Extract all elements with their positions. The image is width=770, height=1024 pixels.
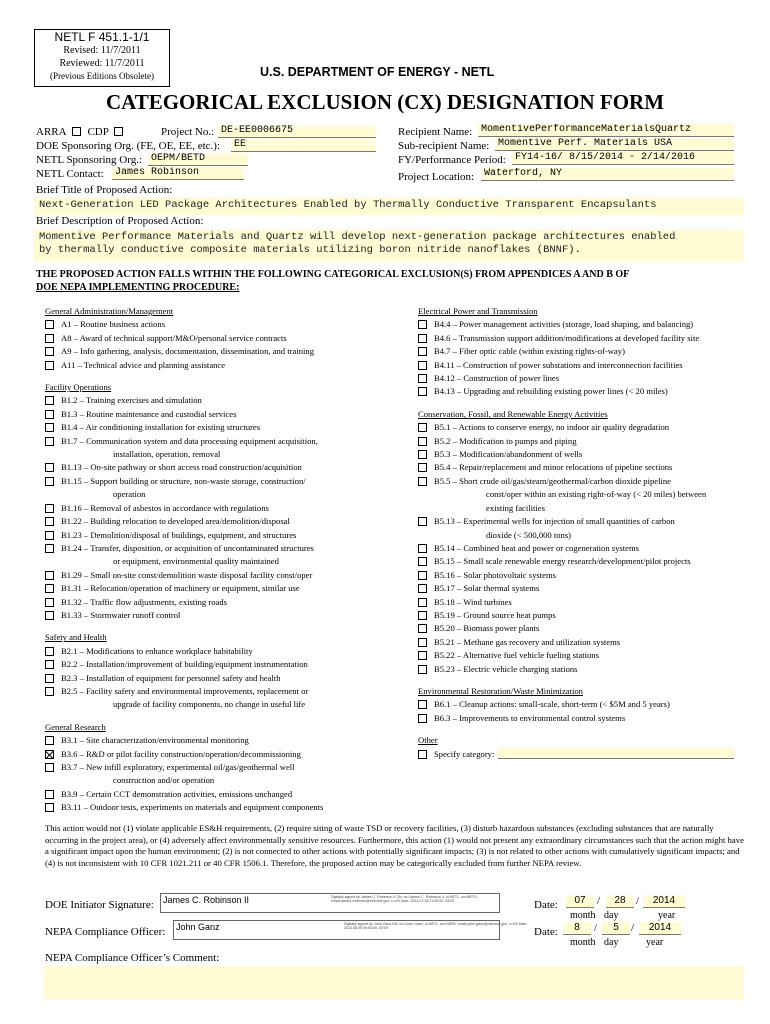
exclusion-checkbox[interactable] xyxy=(418,750,427,759)
exclusion-item xyxy=(45,345,415,358)
exclusion-text: B5.13 – Experimental wells for injection of small quantities of carbon xyxy=(434,516,675,527)
exclusion-text: B1.7 – Communication system and data processing equipment acquisition, xyxy=(61,435,318,446)
date1-month-caption: month xyxy=(570,910,596,921)
exclusion-checkbox[interactable] xyxy=(45,674,54,683)
group-heading: Safety and Health xyxy=(45,632,107,643)
exclusion-item xyxy=(418,461,750,474)
exclusion-text: B3.1 – Site characterization/environmental monitoring xyxy=(61,735,249,746)
arra-row xyxy=(36,125,123,139)
exclusion-item xyxy=(418,318,750,331)
netl-contact-label: NETL Contact: xyxy=(36,168,104,180)
exclusion-checkbox[interactable] xyxy=(418,714,427,723)
exclusion-text: B4.6 – Transmission support addition/modifications at developed facility site xyxy=(434,332,700,343)
exclusion-item xyxy=(45,421,415,434)
exclusion-text: B1.13 – On-site pathway or short access road construction/acquisition xyxy=(61,462,302,473)
exclusion-checkbox[interactable] xyxy=(418,544,427,553)
cdp-checkbox[interactable] xyxy=(114,127,123,136)
exclusion-item xyxy=(45,672,415,685)
exclusion-text: B5.14 – Combined heat and power or cogeneration systems xyxy=(434,542,640,553)
brief-title-label: Brief Title of Proposed Action: xyxy=(36,184,173,196)
exclusion-item xyxy=(418,698,750,711)
exclusion-text: B1.24 – Transfer, disposition, or acquisition of uncontaminated structures xyxy=(61,542,314,553)
date1-slash-2: / xyxy=(636,895,640,907)
date2-year[interactable]: 2014 xyxy=(639,922,681,935)
exclusion-item xyxy=(418,515,750,542)
exclusion-text: B1.4 – Air conditioning installation for existing structures xyxy=(61,422,261,433)
initiator-signature-box[interactable] xyxy=(160,893,500,913)
exclusion-item xyxy=(418,649,750,662)
exclusion-checkbox[interactable] xyxy=(45,598,54,607)
fy-field[interactable]: FY14-16/ 8/15/2014 - 2/14/2016 xyxy=(512,152,734,165)
exclusion-text: A1 – Routine business actions xyxy=(61,319,166,330)
exclusion-checkbox[interactable] xyxy=(418,423,427,432)
location-label: Project Location: xyxy=(398,171,475,183)
date1-day[interactable]: 28 xyxy=(606,895,634,908)
exclusion-item xyxy=(418,663,750,676)
left-exclusion-column xyxy=(45,305,415,815)
form-id-box xyxy=(34,29,170,87)
arra-label: ARRA xyxy=(36,126,66,138)
netl-contact-field[interactable]: James Robinson xyxy=(112,167,244,180)
exclusion-item xyxy=(45,435,415,462)
exclusion-text: B6.1 – Cleanup actions: small-scale, short-term (< $5M and 5 years) xyxy=(434,699,670,710)
exclusion-checkbox[interactable] xyxy=(418,517,427,526)
exclusion-text: B5.19 – Ground source heat pumps xyxy=(434,609,556,620)
exclusion-item xyxy=(418,712,750,725)
group-heading: Environmental Restoration/Waste Minimization xyxy=(418,685,583,696)
date1-month[interactable]: 07 xyxy=(566,895,594,908)
exclusion-checkbox[interactable] xyxy=(45,763,54,772)
revised-date: Revised: 11/7/2011 xyxy=(63,45,141,56)
date2-year-caption: year xyxy=(646,937,664,948)
exclusion-item xyxy=(418,636,750,649)
section-heading-line-1: THE PROPOSED ACTION FALLS WITHIN THE FOLLOWING CATEGORICAL EXCLUSION(S) FROM APPENDICES A AND B OF xyxy=(36,269,630,280)
recipient-field[interactable]: MomentivePerformanceMaterialsQuartz xyxy=(478,124,734,137)
exclusion-text: B4.7 – Fiber optic cable (within existing rights-of-way) xyxy=(434,346,625,357)
recipient-label: Recipient Name: xyxy=(398,126,473,138)
obsolete-note: (Previous Editions Obsolete) xyxy=(50,71,154,81)
exclusion-checkbox[interactable] xyxy=(418,347,427,356)
exclusion-text: B5.16 – Solar photovoltaic systems xyxy=(434,569,556,580)
exclusion-item xyxy=(45,408,415,421)
exclusion-checkbox[interactable] xyxy=(45,334,54,343)
doe-org-label: DOE Sponsoring Org. (FE, OE, EE, etc.): xyxy=(36,140,221,152)
exclusion-text: B5.15 – Small scale renewable energy research/development/pilot projects xyxy=(434,556,691,567)
exclusion-item xyxy=(418,385,750,398)
exclusion-checkbox[interactable] xyxy=(418,611,427,620)
date2-slash-1: / xyxy=(594,922,598,934)
exclusion-text: B1.3 – Routine maintenance and custodial services xyxy=(61,408,237,419)
exclusion-checkbox[interactable] xyxy=(418,374,427,383)
exclusion-item xyxy=(45,569,415,582)
date1-year-caption: year xyxy=(658,910,676,921)
exclusion-checkbox[interactable] xyxy=(418,361,427,370)
exclusion-text: B1.33 – Stormwater runoff control xyxy=(61,609,181,620)
exclusion-text: B5.2 – Modification to pumps and piping xyxy=(434,435,577,446)
arra-checkbox[interactable] xyxy=(72,127,81,136)
exclusion-text: A11 – Technical advice and planning assistance xyxy=(61,359,226,370)
exclusion-text: B5.23 – Electric vehicle charging stations xyxy=(434,663,578,674)
project-no-label: Project No.: xyxy=(161,126,215,138)
exclusion-item xyxy=(45,596,415,609)
exclusion-text: B5.17 – Solar thermal systems xyxy=(434,583,540,594)
form-title: CATEGORICAL EXCLUSION (CX) DESIGNATION FORM xyxy=(105,90,665,114)
exclusion-item xyxy=(45,609,415,622)
exclusion-text: B5.3 – Modification/abandonment of wells xyxy=(434,449,583,460)
exclusion-checkbox[interactable] xyxy=(45,647,54,656)
fy-label: FY/Performance Period: xyxy=(398,154,506,166)
statement-paragraph: This action would not (1) violate applicable ES&H requirements, (2) require siting of waste TSD or recovery facilities, (3) disturb hazardous substances (excluding substances that are naturally occurring in the project area), or (4) adversely affect environmentally sensitive resources. Furthermore, this action (1) would not present any extraordinary circumstances such that the action might have a significant impact upon the human environment; (2) is not connected to other actions with potentially significant impacts; (3) is not related to other actions with cumulatively significant impacts; and (4) is not inconsistent with 10 CFR 1021.211 or 40 CFR 1506.1. Therefore, the proposed action may be categorically excluded from further NEPA review. xyxy=(45,823,744,868)
exclusion-item xyxy=(418,372,750,385)
section-heading-line-2: DOE NEPA IMPLEMENTING PROCEDURE: xyxy=(36,282,240,293)
exclusion-item xyxy=(418,609,750,622)
exclusion-text: B5.1 – Actions to conserve energy, no indoor air quality degradation xyxy=(434,422,670,433)
exclusion-text: B5.21 – Methane gas recovery and utilization systems xyxy=(434,636,621,647)
exclusion-item xyxy=(45,515,415,528)
exclusion-checkbox[interactable] xyxy=(45,531,54,540)
exclusion-text: B4.13 – Upgrading and rebuilding existing power lines (< 20 miles) xyxy=(434,386,668,397)
exclusion-text: B1.29 – Small on-site const/demolition waste disposal facility const/oper xyxy=(61,569,313,580)
exclusion-text: B5.4 – Repair/replacement and minor relocations of pipeline sections xyxy=(434,462,673,473)
exclusion-item xyxy=(45,475,415,502)
exclusion-checkbox[interactable] xyxy=(418,387,427,396)
exclusion-checkbox[interactable] xyxy=(418,571,427,580)
exclusion-item xyxy=(418,622,750,635)
brief-desc-line-2: by thermally conductive composite materials utilizing boron nitride nanoflakes (BNNF). xyxy=(39,244,581,256)
exclusion-text: B3.7 – New infill exploratory, experimental oil/gas/geothermal well xyxy=(61,762,295,772)
exclusion-text: B3.9 – Certain CCT demonstration activities, emissions unchanged xyxy=(61,788,293,799)
exclusion-text: existing facilities xyxy=(486,502,545,513)
group-heading: General Administration/Management xyxy=(45,306,174,316)
exclusion-item xyxy=(45,685,415,712)
exclusion-text: B2.3 – Installation of equipment for personnel safety and health xyxy=(61,672,281,683)
exclusion-text: B1.15 – Support building or structure, non-waste storage, construction/ xyxy=(61,475,306,486)
group-heading: Facility Operations xyxy=(45,382,112,393)
exclusion-item xyxy=(45,788,415,801)
exclusion-checkbox[interactable] xyxy=(45,517,54,526)
initiator-digital-stamp: Digitally signed by James C. Robinson II DN: cn=James C. Robinson II, o=NETL, ou=BETD, email=james.robinson@netl.doe.gov, c=US Date: 2014.07.28 11:00:00 -04'00' xyxy=(331,895,478,904)
brief-title-field[interactable] xyxy=(34,197,744,215)
subrecipient-field[interactable]: Momentive Perf. Materials USA xyxy=(495,138,734,151)
exclusion-item xyxy=(418,569,750,582)
group-heading: General Research xyxy=(45,721,106,732)
exclusion-item xyxy=(418,475,750,515)
exclusion-item xyxy=(45,332,415,345)
exclusion-text: B1.2 – Training exercises and simulation xyxy=(61,395,202,406)
exclusion-checkbox[interactable] xyxy=(45,347,54,356)
exclusion-item xyxy=(45,645,415,658)
exclusion-item xyxy=(418,582,750,595)
exclusion-item xyxy=(418,596,750,609)
exclusion-text: B4.4 – Power management activities (storage, load shaping, and balancing) xyxy=(434,319,694,330)
exclusion-checkbox[interactable] xyxy=(45,396,54,405)
exclusion-item xyxy=(45,318,415,331)
exclusion-checkbox[interactable] xyxy=(45,790,54,799)
exclusion-checkbox[interactable] xyxy=(45,320,54,329)
exclusion-checkbox[interactable] xyxy=(418,584,427,593)
group-heading: Other xyxy=(418,735,438,746)
exclusion-checkbox[interactable] xyxy=(45,750,54,759)
exclusion-checkbox[interactable] xyxy=(45,504,54,513)
brief-title-text: Next-Generation LED Package Architectures Enabled by Thermally Conductive Transparent Encapsulants xyxy=(39,199,657,211)
exclusion-text: A8 – Award of technical support/M&O/personal service contracts xyxy=(61,332,287,343)
group-heading: Conservation, Fossil, and Renewable Energy Activities xyxy=(418,408,608,419)
exclusion-checkbox[interactable] xyxy=(45,611,54,620)
date2-month-caption: month xyxy=(570,937,596,948)
exclusion-text: B2.2 – Installation/improvement of building/equipment instrumentation xyxy=(61,659,308,670)
comment-label: NEPA Compliance Officer’s Comment: xyxy=(45,952,220,964)
exclusion-text: B2.1 – Modifications to enhance workplace habitability xyxy=(61,645,253,656)
officer-name: John Ganz xyxy=(176,922,220,932)
exclusion-checkbox[interactable] xyxy=(418,598,427,607)
right-exclusion-column xyxy=(418,305,750,761)
exclusion-checkbox[interactable] xyxy=(45,437,54,446)
exclusion-checkbox[interactable] xyxy=(45,571,54,580)
exclusion-text: B1.31 – Relocation/operation of machinery or equipment, similar use xyxy=(61,583,300,594)
date1-label: Date: xyxy=(534,899,558,911)
netl-org-label: NETL Sponsoring Org.: xyxy=(36,154,143,166)
cdp-label: CDP xyxy=(87,126,109,138)
exclusion-text: const/oper within an existing right-of-way (< 20 miles) between xyxy=(486,489,707,500)
exclusion-item xyxy=(418,345,750,358)
exclusion-item xyxy=(45,582,415,595)
exclusion-item xyxy=(418,421,750,434)
exclusion-checkbox[interactable] xyxy=(418,638,427,647)
exclusion-text: B3.6 – R&D or pilot facility construction/operation/decommissioning xyxy=(61,748,301,759)
section-heading xyxy=(36,268,629,294)
exclusion-item xyxy=(45,748,415,761)
exclusion-checkbox[interactable] xyxy=(418,437,427,446)
exclusion-item xyxy=(418,359,750,372)
date2-label: Date: xyxy=(534,926,558,938)
form-code: NETL F 451.1-1/1 xyxy=(54,30,150,44)
location-field[interactable]: Waterford, NY xyxy=(481,168,734,181)
officer-label: NEPA Compliance Officer: xyxy=(45,926,166,938)
exclusion-checkbox[interactable] xyxy=(45,361,54,370)
date1-slash-1: / xyxy=(597,895,601,907)
officer-signature-box[interactable] xyxy=(173,920,528,940)
date2-day[interactable]: 5 xyxy=(602,922,630,935)
exclusion-checkbox[interactable] xyxy=(418,477,427,486)
exclusion-item xyxy=(418,435,750,448)
exclusion-item xyxy=(418,542,750,555)
exclusion-checkbox[interactable] xyxy=(418,450,427,459)
exclusion-text: B4.12 – Construction of power lines xyxy=(434,373,560,384)
brief-desc-line-1: Momentive Performance Materials and Quartz will develop next-generation package architectures enabled xyxy=(39,231,676,243)
exclusion-item xyxy=(45,461,415,474)
exclusion-item xyxy=(45,542,415,569)
exclusion-text: or equipment, environmental quality maintained xyxy=(113,556,279,567)
initiator-name: James C. Robinson II xyxy=(163,895,250,905)
officer-digital-stamp: Digitally signed by John Ganz DN: cn=John Ganz, o=NETL, ou=NEPA, email=john.ganz@netl.doe.gov, c=US Date: 2014.08.05 09:00:00 -04'00' xyxy=(344,922,528,931)
exclusion-item xyxy=(45,734,415,747)
exclusion-text: construction and/or operation xyxy=(113,775,215,786)
exclusion-text: upgrade of facility components, no change in useful life xyxy=(113,699,306,710)
exclusion-checkbox[interactable] xyxy=(418,557,427,566)
exclusion-item xyxy=(45,761,415,788)
exclusion-checkbox[interactable] xyxy=(45,410,54,419)
exclusion-item xyxy=(45,359,415,372)
exclusion-item xyxy=(45,394,415,407)
group-heading: Electrical Power and Transmission xyxy=(418,306,538,316)
exclusion-checkbox[interactable] xyxy=(45,660,54,669)
exclusion-text: operation xyxy=(113,489,146,500)
exclusion-checkbox[interactable] xyxy=(45,477,54,486)
exclusion-text: B1.16 – Removal of asbestos in accordance with regulations xyxy=(61,502,269,513)
exclusion-checkbox[interactable] xyxy=(45,423,54,432)
exclusion-item xyxy=(45,529,415,542)
brief-desc-label: Brief Description of Proposed Action: xyxy=(36,215,204,227)
comment-field[interactable] xyxy=(44,966,744,1000)
exclusion-checkbox[interactable] xyxy=(418,651,427,660)
exclusion-checkbox[interactable] xyxy=(45,463,54,472)
reviewed-date: Reviewed: 11/7/2011 xyxy=(59,58,145,69)
exclusion-checkbox[interactable] xyxy=(418,624,427,633)
date2-month[interactable]: 8 xyxy=(563,922,591,935)
exclusion-item xyxy=(418,332,750,345)
date2-slash-2: / xyxy=(631,922,635,934)
exclusion-item xyxy=(45,658,415,671)
exclusion-checkbox[interactable] xyxy=(45,736,54,745)
exclusion-checkbox[interactable] xyxy=(45,803,54,812)
doe-org-field[interactable]: EE xyxy=(231,139,376,152)
exclusion-text: Specify category: xyxy=(434,748,495,759)
exclusion-text: dioxide (< 500,000 tons) xyxy=(486,529,572,540)
date2-day-caption: day xyxy=(604,937,619,948)
exclusion-text: installation, operation, removal xyxy=(113,449,221,460)
exclusion-checkbox[interactable] xyxy=(418,700,427,709)
subrecipient-label: Sub-recipient Name: xyxy=(398,140,490,152)
exclusion-checkbox[interactable] xyxy=(45,687,54,696)
specify-category-field[interactable] xyxy=(498,748,734,759)
brief-desc-field[interactable] xyxy=(34,229,744,261)
exclusion-text: A9 – Info gathering, analysis, documentation, dissemination, and training xyxy=(61,346,314,357)
exclusion-text: B1.23 – Demolition/disposal of buildings, equipment, and structures xyxy=(61,529,297,540)
exclusion-text: B6.3 – Improvements to environmental control systems xyxy=(434,712,626,723)
exclusion-checkbox[interactable] xyxy=(418,320,427,329)
exclusion-item xyxy=(45,801,415,814)
exclusion-item xyxy=(418,555,750,568)
exclusion-text: B2.5 – Facility safety and environmental improvements, replacement or xyxy=(61,685,309,696)
exclusion-text: B5.20 – Biomass power plants xyxy=(434,623,540,634)
exclusion-text: B4.11 – Construction of power substations and interconnection facilities xyxy=(434,359,683,370)
exclusion-checkbox[interactable] xyxy=(418,334,427,343)
exclusion-checkbox[interactable] xyxy=(418,463,427,472)
netl-org-field[interactable]: OEPM/BETD xyxy=(148,153,248,166)
exclusion-item xyxy=(418,448,750,461)
exclusion-checkbox[interactable] xyxy=(45,544,54,553)
exclusion-text: B1.32 – Traffic flow adjustments, existing roads xyxy=(61,596,227,607)
exclusion-text: B5.22 – Alternative fuel vehicle fueling stations xyxy=(434,650,599,661)
exclusion-checkbox[interactable] xyxy=(45,584,54,593)
exclusion-checkbox[interactable] xyxy=(418,665,427,674)
date1-year[interactable]: 2014 xyxy=(643,895,685,908)
exclusion-item xyxy=(45,502,415,515)
exclusion-text: B1.22 – Building relocation to developed area/demolition/disposal xyxy=(61,516,290,527)
exclusion-text: B3.11 – Outdoor tests, experiments on materials and equipment components xyxy=(61,802,324,813)
initiator-label: DOE Initiator Signature: xyxy=(45,899,154,911)
exclusion-text: B5.5 – Short crude oil/gas/steam/geothermal/carbon dioxide pipeline xyxy=(434,475,671,486)
date1-day-caption: day xyxy=(604,910,619,921)
project-no-field[interactable]: DE-EE0006675 xyxy=(218,125,376,138)
agency-name: U.S. DEPARTMENT OF ENERGY - NETL xyxy=(260,65,495,79)
exclusion-text: B5.18 – Wind turbines xyxy=(434,596,512,607)
exclusion-item xyxy=(418,748,750,761)
